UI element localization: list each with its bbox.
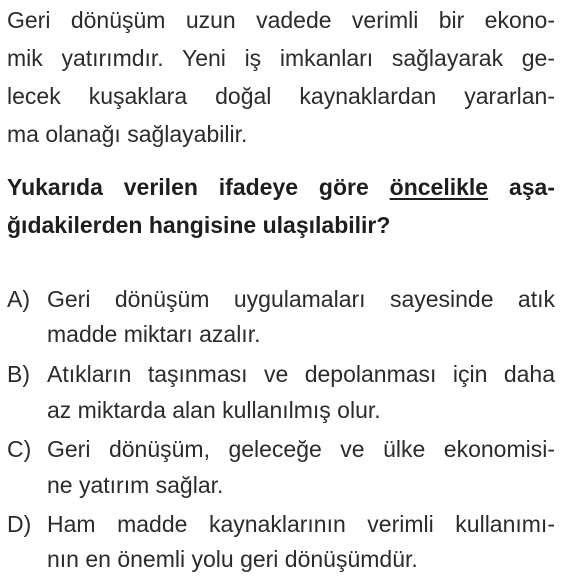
option-text: Geri dönüşüm uygulamaları sayesinde atık xyxy=(47,286,555,312)
passage-line: ma olanağı sağlayabilir. xyxy=(7,121,248,147)
passage-line: lecek kuşaklara doğal kaynaklardan yararlan- xyxy=(7,83,555,109)
option-letter: D) xyxy=(7,511,32,537)
option-letter: A) xyxy=(7,286,30,312)
option-text: Geri dönüşüm, geleceğe ve ülke ekonomisi- xyxy=(47,436,555,462)
question-line xyxy=(7,173,555,201)
option-text: Atıkların taşınması ve depolanması için daha xyxy=(47,361,555,387)
question-line: ğıdakilerden hangisine ulaşılabilir? xyxy=(7,212,391,238)
question-text: Yukarıda verilen ifadeye göre xyxy=(7,174,369,200)
emphasis-word: öncelikle xyxy=(389,174,489,200)
option-text: az miktarda alan kullanılmış olur. xyxy=(47,397,381,423)
option-text: nın en önemli yolu geri dönüşümdür. xyxy=(47,546,418,572)
option-text: madde miktarı azalır. xyxy=(47,321,261,347)
option-letter: C) xyxy=(7,436,32,462)
passage-line: mik yatırımdır. Yeni iş imkanları sağlayarak ge- xyxy=(7,45,555,71)
question-text: aşa- xyxy=(508,174,555,200)
option-text: ne yatırım sağlar. xyxy=(47,472,224,498)
option-letter: B) xyxy=(7,361,30,387)
passage-line: Geri dönüşüm uzun vadede verimli bir ekono- xyxy=(7,7,555,33)
option-text: Ham madde kaynaklarının verimli kullanımı- xyxy=(47,511,555,537)
